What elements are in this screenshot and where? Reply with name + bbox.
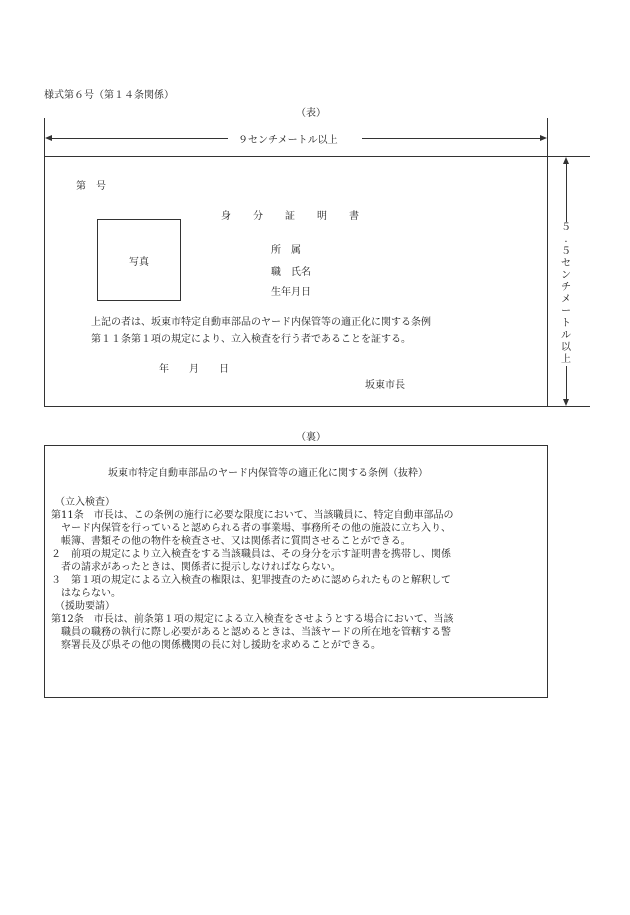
article12-line-1: 第12条 市長は、前条第１項の規定による立入検査をさせようとする場合において、当該 <box>51 614 454 625</box>
statement-line-2: 第１１条第１項の規定により、立入検査を行う者であることを証する。 <box>91 334 411 345</box>
article11-para2-line-2: 者の請求があったときは、関係者に提示しなければならない。 <box>61 562 341 573</box>
field-affiliation: 所 属 <box>271 245 301 256</box>
arrow-right-icon <box>540 135 547 141</box>
width-dimension-label: ９センチメートル以上 <box>238 135 338 146</box>
card-number-label: 第 号 <box>76 181 106 192</box>
photo-placeholder <box>97 219 181 301</box>
article11-para3-line-1: ３ 第１項の規定による立入検査の権限は、犯罪捜査のために認められたものと解釈して <box>51 575 451 586</box>
field-title-name: 職 氏名 <box>271 267 311 278</box>
id-card-front <box>44 156 548 407</box>
form-number-label: 様式第６号（第１４条関係） <box>44 90 174 101</box>
article11-line-3: 帳簿、書類その他の物件を検査させ、又は関係者に質問させることができる。 <box>61 536 411 547</box>
article11-line-2: ヤード内保管を行っていると認められる者の事業場、事務所その他の施設に立ち入り、 <box>61 523 451 534</box>
field-birthdate: 生年月日 <box>271 287 311 298</box>
front-side-label: （表） <box>296 108 326 119</box>
article11-line-1: 第11条 市長は、この条例の施行に必要な限度において、当該職員に、特定自動車部品の <box>51 510 454 521</box>
statement-line-1: 上記の者は、坂東市特定自動車部品のヤード内保管等の適正化に関する条例 <box>91 317 431 328</box>
article11-para2-line-1: ２ 前項の規定により立入検査をする当該職員は、その身分を示す証明書を携帯し、関係 <box>51 549 451 560</box>
section-heading-assistance: （援助要請） <box>55 601 115 612</box>
ordinance-title: 坂東市特定自動車部品のヤード内保管等の適正化に関する条例（抜粋） <box>108 468 428 479</box>
height-dimension-label: ５ . ５ セ ン チ メ ー ト ル 以 上 <box>561 222 571 365</box>
id-card-back <box>44 445 548 698</box>
photo-label: 写真 <box>129 256 149 268</box>
article12-line-3: 察署長及び県その他の関係機関の長に対し援助を求めることができる。 <box>61 640 381 651</box>
issuer-name: 坂東市長 <box>365 380 405 391</box>
arrow-left-icon <box>45 135 52 141</box>
section-heading-inspection: （立入検査） <box>55 497 115 508</box>
issue-date: 年 月 日 <box>159 364 229 375</box>
arrow-up-icon <box>563 157 569 164</box>
arrow-down-icon <box>563 399 569 406</box>
article12-line-2: 職員の職務の執行に際し必要があると認めるときは、当該ヤードの所在地を管轄する警 <box>61 627 451 638</box>
card-title: 身分証明書 <box>221 211 381 222</box>
article11-para3-line-2: はならない。 <box>61 588 121 599</box>
back-side-label: （裏） <box>296 432 326 443</box>
